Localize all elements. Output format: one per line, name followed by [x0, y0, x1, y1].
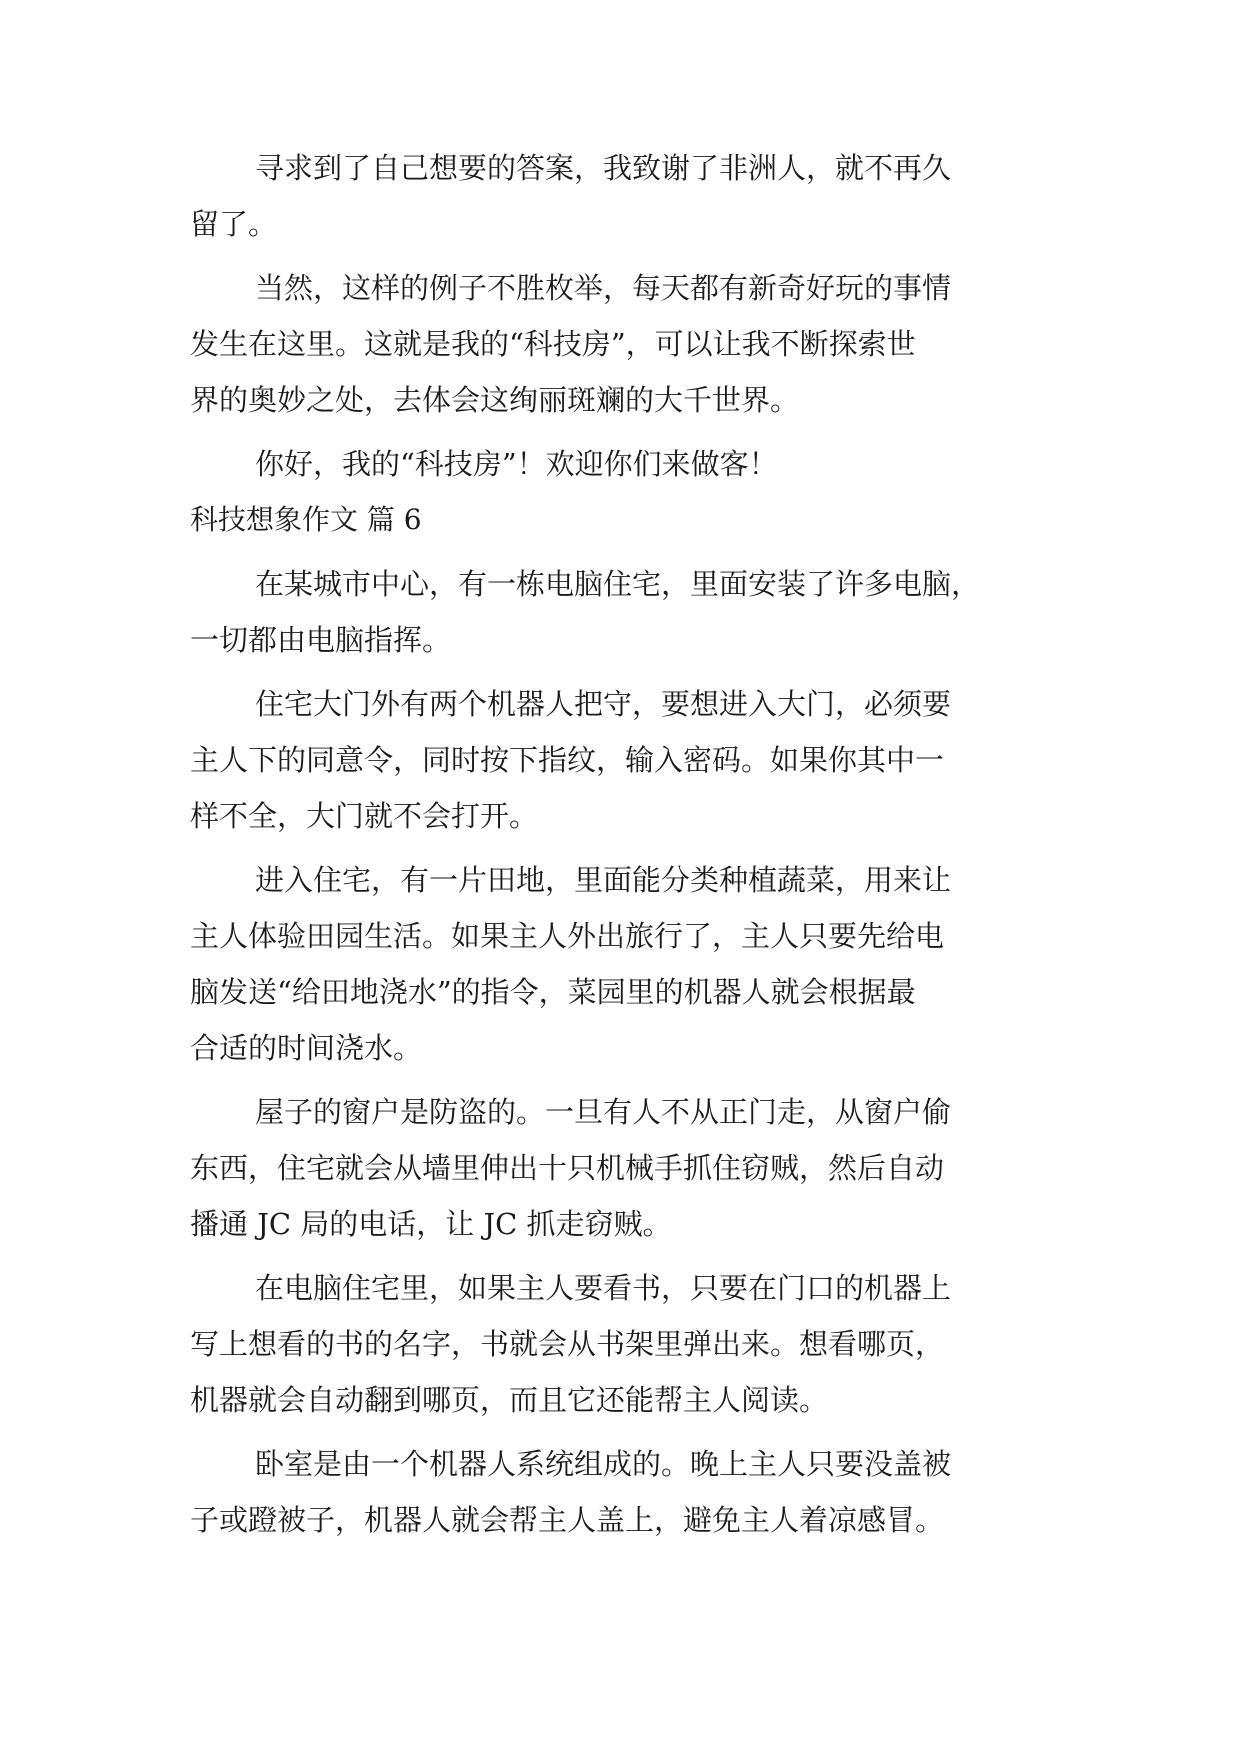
- text-line: 一切都由电脑指挥。: [190, 623, 452, 657]
- text-line: 机器就会自动翻到哪页，而且它还能帮主人阅读。: [190, 1383, 829, 1417]
- section-heading: 科技想象作文 篇 6: [190, 503, 422, 536]
- text-line: 写上想看的书的名字，书就会从书架里弹出来。想看哪页，: [190, 1327, 945, 1361]
- text-line: 发生在这里。这就是我的“科技房”，可以让我不断探索世: [190, 327, 916, 361]
- text-line: 子或蹬被子，机器人就会帮主人盖上，避免主人着凉感冒。: [190, 1503, 945, 1537]
- text-line: 屋子的窗户是防盗的。一旦有人不从正门走，从窗户偷: [255, 1095, 952, 1129]
- text-line: 播通 JC 局的电话，让 JC 抓走窃贼。: [190, 1207, 672, 1241]
- text-line: 合适的时间浇水。: [190, 1031, 423, 1065]
- text-line: 住宅大门外有两个机器人把守，要想进入大门，必须要: [255, 687, 952, 721]
- text-line: 主人体验田园生活。如果主人外出旅行了，主人只要先给电: [190, 919, 945, 953]
- text-line: 脑发送“给田地浇水”的指令，菜园里的机器人就会根据最: [190, 975, 916, 1009]
- text-line: 寻求到了自己想要的答案，我致谢了非洲人，就不再久: [255, 151, 952, 185]
- text-line: 样不全，大门就不会打开。: [190, 799, 539, 833]
- text-line: 东西，住宅就会从墙里伸出十只机械手抓住窃贼，然后自动: [190, 1151, 945, 1185]
- text-line: 在某城市中心，有一栋电脑住宅，里面安装了许多电脑，: [255, 567, 981, 601]
- text-line: 进入住宅，有一片田地，里面能分类种植蔬菜，用来让: [255, 863, 952, 897]
- text-line: 在电脑住宅里，如果主人要看书，只要在门口的机器上: [255, 1271, 952, 1305]
- text-line: 卧室是由一个机器人系统组成的。晚上主人只要没盖被: [255, 1447, 952, 1481]
- text-line: 当然，这样的例子不胜枚举，每天都有新奇好玩的事情: [255, 271, 952, 305]
- text-line: 留了。: [190, 207, 278, 241]
- text-line: 主人下的同意令，同时按下指纹，输入密码。如果你其中一: [190, 743, 945, 777]
- text-line: 你好，我的“科技房”！欢迎你们来做客！: [255, 447, 778, 481]
- text-line: 界的奥妙之处，去体会这绚丽斑斓的大千世界。: [190, 383, 800, 417]
